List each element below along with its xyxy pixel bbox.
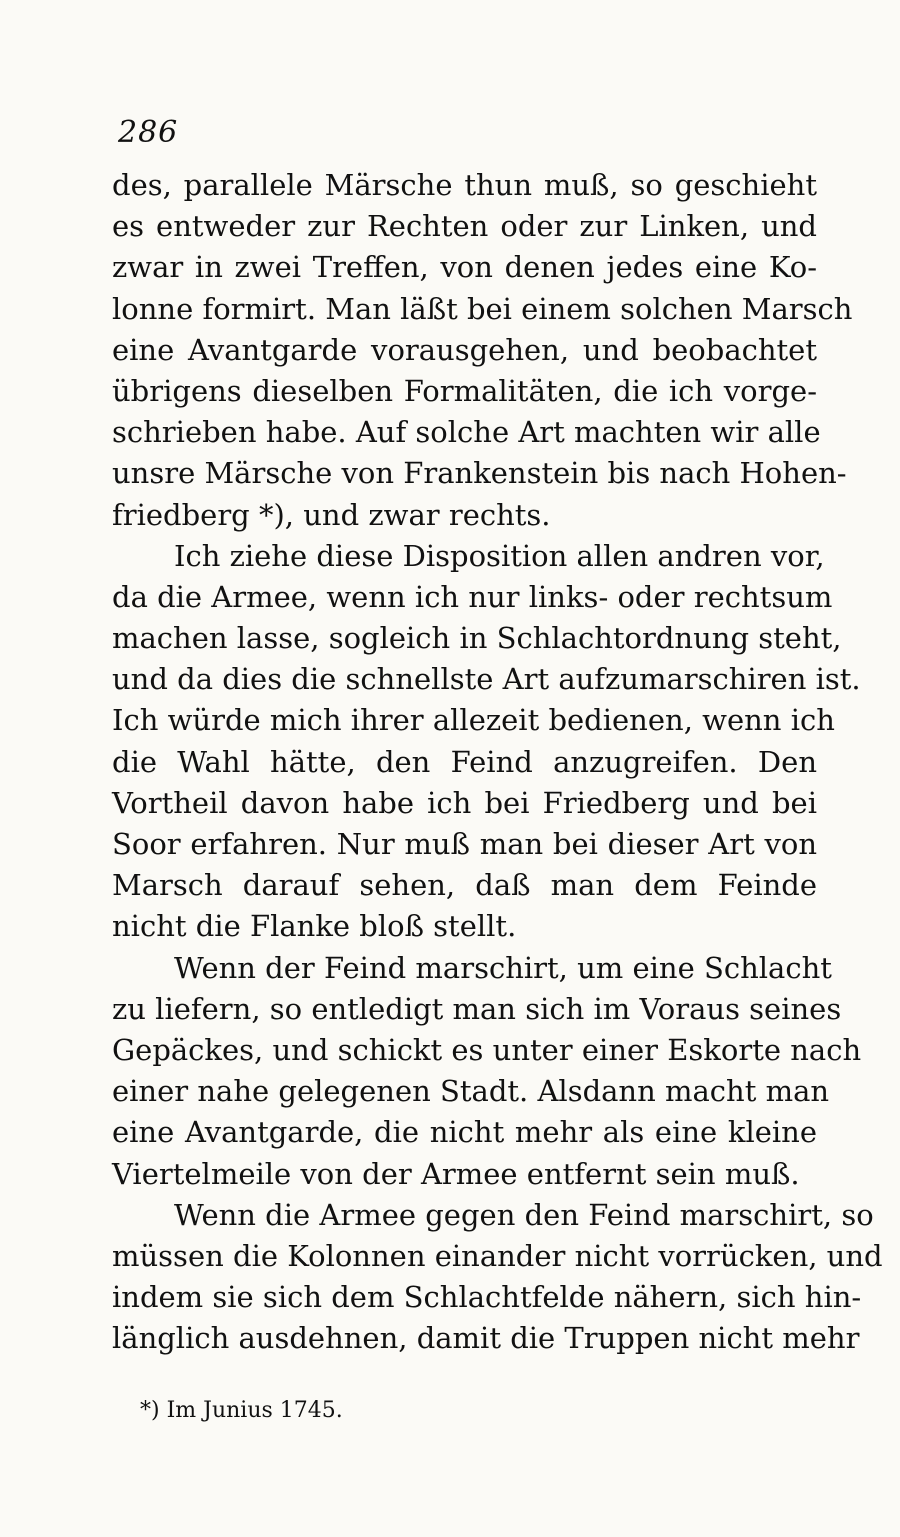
text-line-27: müssen die Kolonnen einander nicht vorrücken, und (112, 1238, 883, 1273)
paragraph-2-line-1: Ich ziehe diese Disposition allen andren vor, (174, 538, 825, 573)
text-line-5: eine Avantgarde vorausgehen, und beobachtet (112, 332, 817, 367)
page-number: 286 (118, 115, 179, 150)
text-line-29: länglich ausdehnen, damit die Truppen nicht mehr (112, 1321, 860, 1356)
text-line-4: lonne formirt. Man läßt bei einem solchen Marsch (112, 291, 853, 326)
paragraph-4-line-1: Wenn die Armee gegen den Feind marschirt, so (174, 1197, 874, 1232)
text-line-25: Viertelmeile von der Armee entfernt sein muß. (112, 1156, 800, 1191)
footnote: *) Im Junius 1745. (140, 1398, 343, 1423)
text-line-24: eine Avantgarde, die nicht mehr als eine kleine (112, 1115, 817, 1150)
text-line-6: übrigens dieselben Formalitäten, die ich vorge- (112, 373, 817, 408)
text-line-21: zu liefern, so entledigt man sich im Voraus seines (112, 991, 842, 1026)
paragraph-3-line-1: Wenn der Feind marschirt, um eine Schlacht (174, 950, 832, 985)
text-line-28: indem sie sich dem Schlachtfelde nähern, sich hin- (112, 1280, 862, 1315)
text-line-2: es entweder zur Rechten oder zur Linken, und (112, 209, 817, 244)
text-line-9: friedberg *), und zwar rechts. (112, 497, 551, 532)
text-line-15: die Wahl hätte, den Feind anzugreifen. Den (112, 744, 817, 779)
text-line-19: nicht die Flanke bloß stellt. (112, 909, 517, 944)
text-line-14: Ich würde mich ihrer allezeit bedienen, wenn ich (112, 703, 835, 738)
text-line-23: einer nahe gelegenen Stadt. Alsdann macht man (112, 1074, 830, 1109)
text-line-3: zwar in zwei Treffen, von denen jedes eine Ko- (112, 250, 817, 285)
text-line-7: schrieben habe. Auf solche Art machten wir alle (112, 415, 821, 450)
body-text (112, 165, 883, 1359)
text-line-12: machen lasse, sogleich in Schlachtordnung steht, (112, 621, 842, 656)
text-line-13: und da dies die schnellste Art aufzumarschiren ist. (112, 662, 861, 697)
text-line-8: unsre Märsche von Frankenstein bis nach Hohen- (112, 456, 847, 491)
text-line-11: da die Armee, wenn ich nur links- oder rechtsum (112, 579, 833, 614)
text-line-16: Vortheil davon habe ich bei Friedberg und bei (112, 785, 817, 820)
text-line-22: Gepäckes, und schickt es unter einer Eskorte nach (112, 1032, 862, 1067)
text-line-18: Marsch darauf sehen, daß man dem Feinde (112, 868, 817, 903)
text-line-17: Soor erfahren. Nur muß man bei dieser Art von (112, 827, 817, 861)
text-line-1: des, parallele Märsche thun muß, so geschieht (112, 168, 817, 202)
